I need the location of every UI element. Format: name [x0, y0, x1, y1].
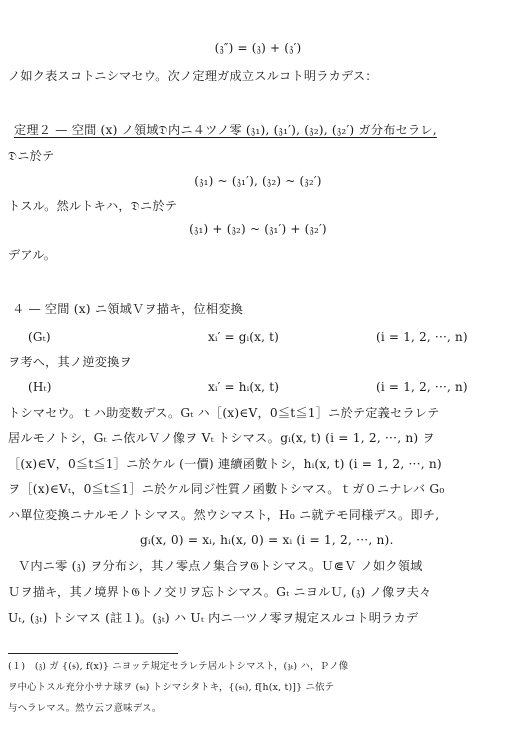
body-line-7: Ｕヲ描キ，其ノ境界ト𝔊トノ交リヲ忘トシマス。Gₜ ニヨルＵ, (𝔷) ノ像ヲ夫々: [8, 585, 432, 599]
theorem-2-title: 定理２ — 空間 (x) ノ領域𝔇内ニ４ツノ零 (𝔷₁), (𝔷₁′), (𝔷₂), (𝔷₂′) ガ分布セラレ,: [14, 123, 437, 137]
section-4-heading: ４ — 空間 (x) ニ領域Ｖヲ描キ，位相変換: [12, 302, 243, 316]
footnote-line-3: 与ヘラレマス。然ウ云フ意味デス。: [8, 703, 162, 714]
body-line-2: 居ルモノトシ，Gₜ ニ依ルＶノ像ヲ Vₜ トシマス。gᵢ(x, t) (i = 1, 2, ···, n) ヲ: [8, 431, 435, 445]
body-line-6: Ｖ内ニ零 (𝔷) ヲ分布シ，其ノ零点ノ集合ヲ𝔊トシマス。Ｕ⋐Ｖ ノ如ク領域: [18, 559, 423, 573]
H-formula: xᵢ′ = hᵢ(x, t): [208, 380, 280, 394]
text-inverse: ヲ考ヘ，其ノ逆変換ヲ: [8, 355, 132, 369]
body-line-4: ヲ［(x)∈Vₜ，0≦t≦1］ニ於ケル同ジ性質ノ函數トシマス。ｔガ０ニナレバ G₀: [8, 482, 445, 496]
theorem-text-4: デアル。: [8, 248, 57, 262]
H-index-range: (i = 1, 2, ···, n): [376, 380, 468, 394]
text-line-1: ノ如ク表スコトニシマセウ。次ノ定理ガ成立スルコト明ラカデス：: [8, 69, 378, 83]
G-formula: xᵢ′ = gᵢ(x, t): [208, 330, 280, 344]
footnote-rule: [8, 653, 178, 654]
H-label: (Hₜ): [28, 380, 52, 394]
theorem-text-3: トスル。然ルトキハ，𝔇ニ於テ: [8, 199, 178, 213]
theorem-equation-2: (𝔷₁) + (𝔷₂) ~ (𝔷₁′) + (𝔷₂′): [189, 222, 327, 236]
body-equation: gᵢ(x, 0) = xᵢ, hᵢ(x, 0) = xᵢ (i = 1, 2, ···, n).: [140, 533, 394, 547]
body-line-5: ハ單位変換ニナルモノトシマス。然ウシマスト，H₀ ニ就テモ同様デス。即チ,: [8, 508, 440, 522]
equation-top: (𝔷″) = (𝔷) + (𝔷′): [214, 41, 302, 55]
theorem-text-2: 𝔇ニ於テ: [8, 149, 55, 163]
body-line-3: ［(x)∈V，0≦t≦1］ニ於ケル (一價) 連續函數トシ，hᵢ(x, t) (i = 1, 2, ···, n): [8, 457, 442, 471]
footnote-line-2: ヲ中心トスル充分小サナ球ヲ (𝔰ₜ) トシマシタトキ，{(𝔰ₜ), f[h(x, t)]} ニ依テ: [8, 682, 335, 693]
body-line-8: Uₜ, (𝔷ₜ) トシマス (註１)。(𝔷ₜ) ハ Uₜ 内ニ一ツノ零ヲ規定スルコト明ラカデ: [8, 611, 419, 625]
G-label: (Gₜ): [28, 330, 51, 344]
theorem-equation-1: (𝔷₁) ~ (𝔷₁′), (𝔷₂) ~ (𝔷₂′): [194, 174, 322, 188]
G-index-range: (i = 1, 2, ···, n): [376, 330, 468, 344]
footnote-line-1: (１) (𝔷) ガ {(𝔰), f(x)} ニヨッテ規定セラレテ居ルトシマスト，(𝔷ₜ) ハ，Ｐノ像: [8, 661, 349, 672]
body-line-1: トシマセウ。ｔハ助変数デス。Gₜ ハ［(x)∈V，0≦t≦1］ニ於テ定義セラレテ: [8, 406, 440, 420]
